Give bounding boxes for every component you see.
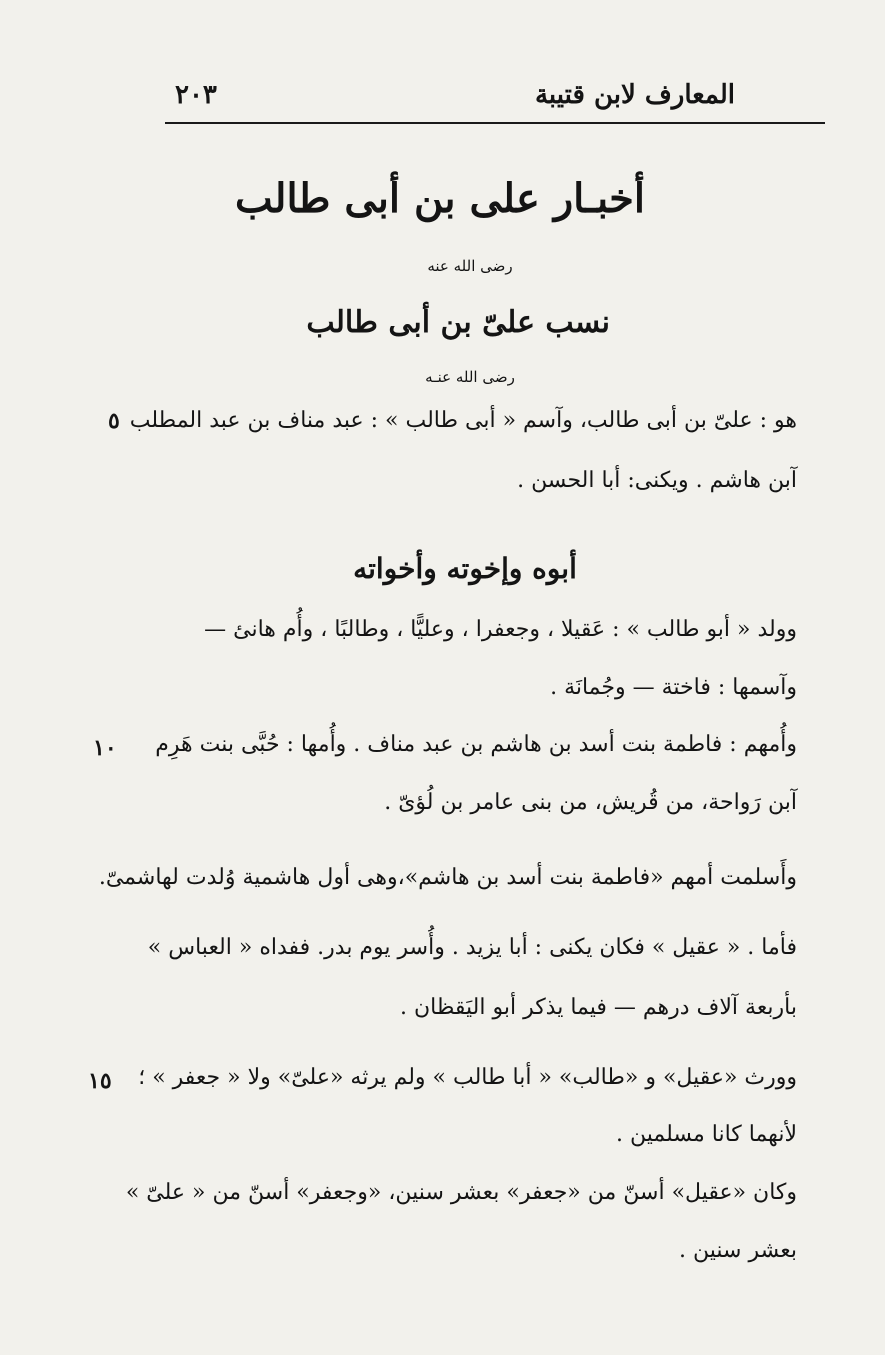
text-line: فأما . « عقيل » فكان يكنى : أبا يزيد . وأُسر يوم بدر. ففداه « العباس » [147,935,797,960]
text-line: آبن رَواحة، من قُريش، من بنى عامر بن لُؤىّ . [384,790,797,815]
chapter-title-blessing: رضى الله عنه [427,257,513,275]
line-number: ١٠ [93,735,117,761]
text-line: وأَسلمت أمهم «فاطمة بنت أسد بن هاشم»،وهى أول هاشمية وُلدت لهاشمىّ. [98,865,797,890]
chapter-title: أخبـار على بن أبى طالب [235,175,645,222]
line-number: ١٥ [88,1068,112,1094]
text-line: وورث «عقيل» و «طالب» « أبا طالب » ولم يرثه «علىّ» ولا « جعفر » ؛ [138,1065,797,1090]
text-line: وأُمهم : فاطمة بنت أسد بن هاشم بن عبد مناف . وأُمها : حُبَّى بنت هَرِم [155,732,797,757]
lineage-heading-blessing: رضى الله عنـه [425,368,515,386]
text-line: وآسمها : فاختة — وجُمانَة . [550,675,797,700]
section-heading: أبوه وإخوته وأخواته [353,552,577,585]
page-header [165,76,825,124]
text-line: بعشر سنين . [679,1238,797,1263]
text-line: وولد « أبو طالب » : عَقيلا ، وجعفرا ، وعليًّا ، وطالبًا ، وأُم هانئ — [204,617,797,642]
text-line: لأنهما كانا مسلمين . [615,1122,797,1147]
text-line: وكان «عقيل» أسنّ من «جعفر» بعشر سنين، «وجعفر» أسنّ من « علىّ » [125,1180,797,1205]
page-number: ٢٠٣ [175,80,217,110]
text-line: بأربعة آلاف درهم — فيما يذكر أبو اليَقظان . [400,995,797,1020]
text-line: آبن هاشم . ويكنى: أبا الحسن . [517,468,797,493]
running-title: المعارف لابن قتيبة [534,80,735,110]
lineage-heading: نسب علىّ بن أبى طالب [306,305,610,340]
line-number: ٥ [108,408,120,434]
text-line: هو : علىّ بن أبى طالب، وآسم « أبى طالب » : عبد مناف بن عبد المطلب [129,408,797,433]
